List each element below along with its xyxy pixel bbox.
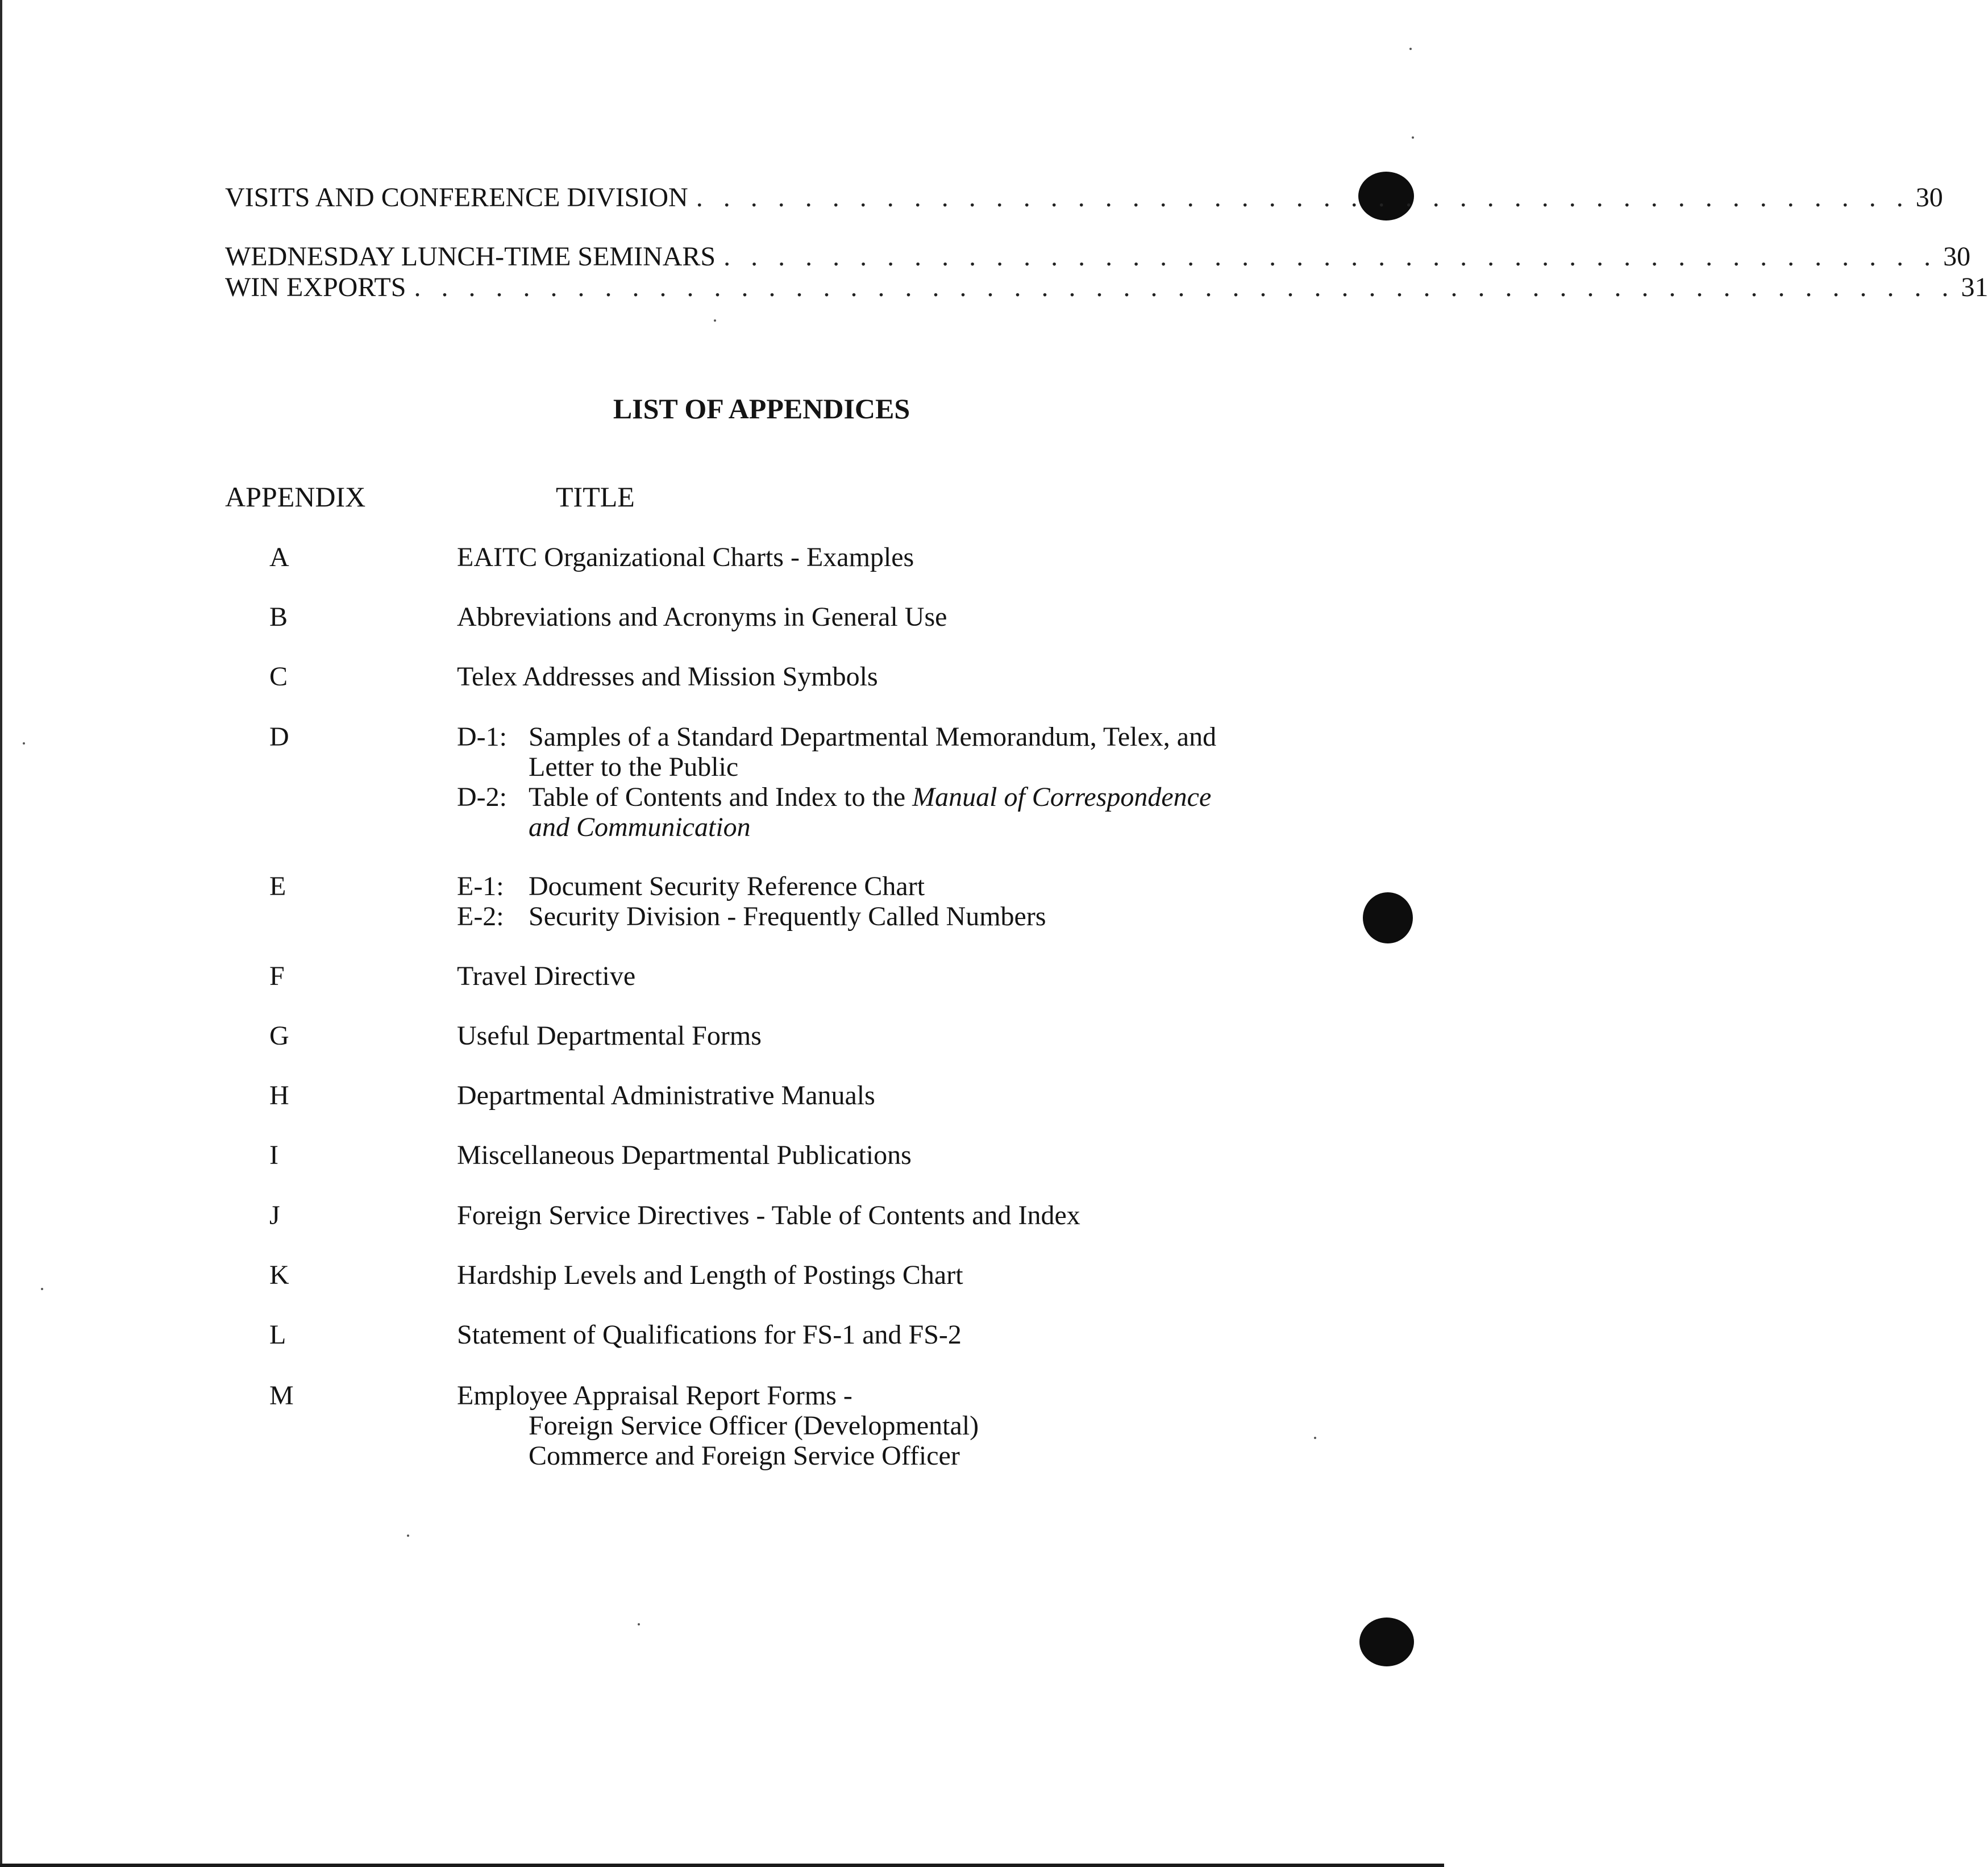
appendix-letter: M xyxy=(269,1381,294,1411)
scan-speck xyxy=(1314,1437,1316,1439)
scan-speck xyxy=(638,1623,640,1625)
appendix-title xyxy=(457,871,1309,932)
page-bottom-edge xyxy=(0,1864,1444,1867)
scan-speck xyxy=(1409,48,1412,50)
sub-code: E-1: xyxy=(457,871,504,901)
appendix-title: Miscellaneous Departmental Publications xyxy=(457,1140,912,1170)
page-left-edge xyxy=(0,0,2,1867)
appendix-title: Telex Addresses and Mission Symbols xyxy=(457,662,878,692)
scan-speck xyxy=(41,1288,43,1290)
sub-text xyxy=(529,782,1211,812)
scan-speck xyxy=(1412,136,1414,139)
toc-entry-page: 30 xyxy=(1915,182,1943,213)
scan-speck xyxy=(714,319,716,322)
appendix-letter: J xyxy=(269,1200,280,1230)
toc-entry-title: WIN EXPORTS xyxy=(225,272,406,302)
sub-entry-d1 xyxy=(457,722,1309,752)
appendix-letter: D xyxy=(269,722,289,752)
sub-entry-e1 xyxy=(457,871,1309,901)
appendix-letter: F xyxy=(269,961,285,991)
appendix-title: Foreign Service Directives - Table of Contents and Index xyxy=(457,1200,1080,1230)
dot-leader: . . . . . . . . . . . . . . . . . . . . . . . . . . . . . . . . . . . . . . . . . . . . . xyxy=(696,182,1910,213)
manual-title-italic: Manual of Correspondence xyxy=(912,782,1212,812)
toc-entry xyxy=(225,241,1971,274)
sub-text: Security Division - Frequently Called Numbers xyxy=(529,901,1046,932)
appendix-title xyxy=(457,722,1309,842)
appendices-heading: LIST OF APPENDICES xyxy=(613,393,910,425)
appendix-subtitle-line: Commerce and Foreign Service Officer xyxy=(529,1441,960,1471)
appendix-title: Travel Directive xyxy=(457,961,636,991)
toc-entry xyxy=(225,182,1943,215)
dot-leader: . . . . . . . . . . . . . . . . . . . . . . . . . . . . . . . . . . . . . . . . . . . . . . . . . . . . . . . . . xyxy=(414,272,1956,302)
appendix-letter: K xyxy=(269,1260,289,1290)
sub-entry-d2 xyxy=(457,782,1309,812)
sub-text-plain: Table of Contents and Index to the xyxy=(529,782,913,812)
column-header-title: TITLE xyxy=(556,481,635,513)
appendix-title: Statement of Qualifications for FS-1 and FS-2 xyxy=(457,1320,962,1350)
dot-leader: . . . . . . . . . . . . . . . . . . . . . . . . . . . . . . . . . . . . . . . . . . . . . xyxy=(723,242,1938,272)
toc-entry-page: 30 xyxy=(1943,242,1971,272)
appendix-title: Hardship Levels and Length of Postings Chart xyxy=(457,1260,963,1290)
toc-entry-title: VISITS AND CONFERENCE DIVISION xyxy=(225,182,688,213)
appendix-title: Useful Departmental Forms xyxy=(457,1021,762,1051)
appendix-letter: C xyxy=(269,662,288,692)
scan-speck xyxy=(407,1535,409,1537)
appendix-title: Departmental Administrative Manuals xyxy=(457,1080,875,1111)
appendix-title: Abbreviations and Acronyms in General Use xyxy=(457,602,947,632)
sub-text-continued: Letter to the Public xyxy=(529,752,739,782)
appendix-letter: G xyxy=(269,1021,289,1051)
appendix-title xyxy=(457,1381,1309,1471)
toc-entry-title: WEDNESDAY LUNCH-TIME SEMINARS xyxy=(225,242,716,272)
appendix-letter: I xyxy=(269,1140,278,1170)
appendix-letter: E xyxy=(269,871,286,901)
manual-title-italic-continued: and Communication xyxy=(529,812,751,842)
appendix-title: EAITC Organizational Charts - Examples xyxy=(457,542,914,572)
appendix-letter: L xyxy=(269,1320,286,1350)
sub-text: Document Security Reference Chart xyxy=(529,871,925,901)
column-header-appendix: APPENDIX xyxy=(225,481,366,513)
appendix-letter: B xyxy=(269,602,288,632)
appendix-title-line: Employee Appraisal Report Forms - xyxy=(457,1381,852,1411)
sub-code: E-2: xyxy=(457,901,504,932)
toc-entry xyxy=(225,272,1988,305)
sub-code: D-2: xyxy=(457,782,507,812)
scan-speck xyxy=(23,742,25,745)
appendix-subtitle-line: Foreign Service Officer (Developmental) xyxy=(529,1411,979,1441)
appendix-letter: A xyxy=(269,542,289,572)
sub-code: D-1: xyxy=(457,722,507,752)
appendix-letter: H xyxy=(269,1080,289,1111)
sub-text: Samples of a Standard Departmental Memorandum, Telex, and xyxy=(529,722,1217,752)
sub-entry-e2 xyxy=(457,901,1309,932)
punch-hole-bottom xyxy=(1359,1617,1414,1666)
toc-entry-page: 31 xyxy=(1961,272,1988,302)
punch-hole-middle xyxy=(1363,892,1413,943)
